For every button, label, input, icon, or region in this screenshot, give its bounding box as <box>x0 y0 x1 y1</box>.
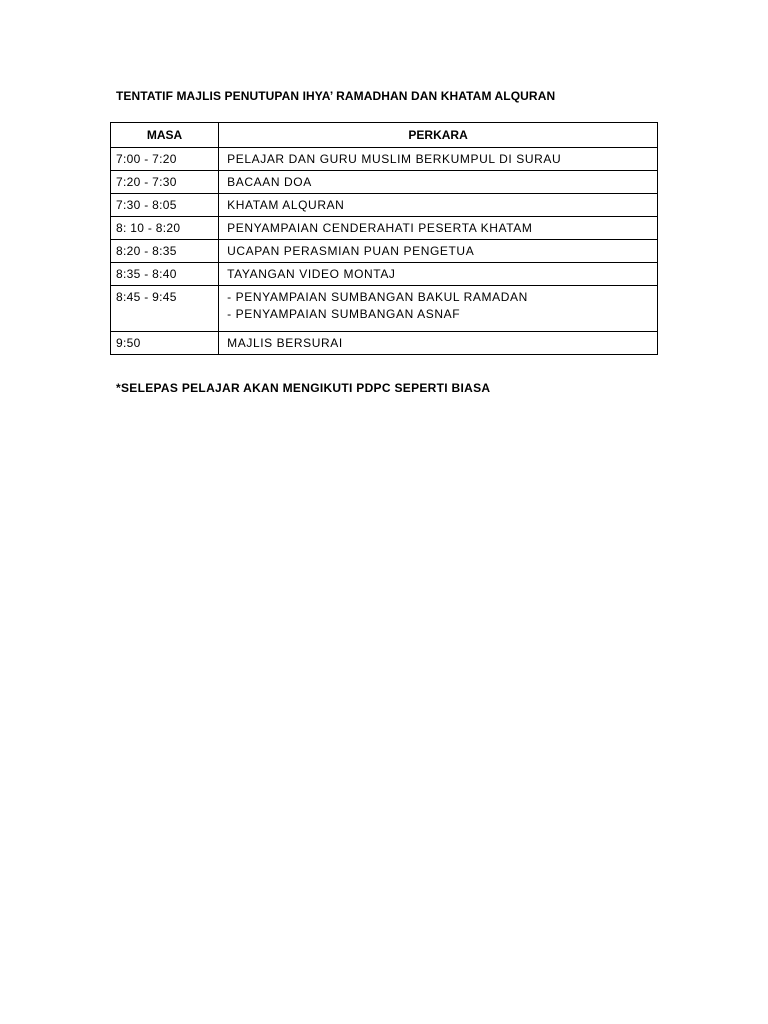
schedule-body <box>111 148 658 355</box>
time-cell: 7:20 - 7:30 <box>111 171 219 194</box>
document-title: TENTATIF MAJLIS PENUTUPAN IHYA’ RAMADHAN DAN KHATAM ALQURAN <box>116 89 556 103</box>
schedule-table <box>110 122 658 355</box>
time-cell: 7:30 - 8:05 <box>111 194 219 217</box>
table-row <box>111 194 658 217</box>
time-cell: 8:45 - 9:45 <box>111 286 219 332</box>
footnote: *SELEPAS PELAJAR AKAN MENGIKUTI PDPC SEPERTI BIASA <box>116 381 491 395</box>
item-cell <box>219 171 658 194</box>
item-text: UCAPAN PERASMIAN PUAN PENGETUA <box>227 244 475 258</box>
item-cell <box>219 148 658 171</box>
item-text: PELAJAR DAN GURU MUSLIM BERKUMPUL DI SURAU <box>227 152 562 166</box>
item-cell <box>219 240 658 263</box>
item-text: MAJLIS BERSURAI <box>227 336 343 350</box>
item-text: - PENYAMPAIAN SUMBANGAN BAKUL RAMADAN <box>227 290 528 304</box>
time-cell: 7:00 - 7:20 <box>111 148 219 171</box>
time-cell: 8:35 - 8:40 <box>111 263 219 286</box>
item-text: TAYANGAN VIDEO MONTAJ <box>227 267 396 281</box>
table-row <box>111 332 658 355</box>
table-row <box>111 286 658 332</box>
time-cell: 8:20 - 8:35 <box>111 240 219 263</box>
table-header-row <box>111 123 658 148</box>
table-row <box>111 148 658 171</box>
table-row <box>111 171 658 194</box>
item-cell <box>219 263 658 286</box>
header-perkara: PERKARA <box>219 123 658 148</box>
table-row <box>111 263 658 286</box>
header-masa: MASA <box>111 123 219 148</box>
item-text: - PENYAMPAIAN SUMBANGAN ASNAF <box>227 307 461 321</box>
item-cell <box>219 332 658 355</box>
item-cell <box>219 194 658 217</box>
item-text: BACAAN DOA <box>227 175 312 189</box>
table-row <box>111 240 658 263</box>
time-cell: 8: 10 - 8:20 <box>111 217 219 240</box>
item-cell <box>219 217 658 240</box>
time-cell: 9:50 <box>111 332 219 355</box>
item-text: PENYAMPAIAN CENDERAHATI PESERTA KHATAM <box>227 221 533 235</box>
item-text: KHATAM ALQURAN <box>227 198 345 212</box>
item-cell <box>219 286 658 332</box>
table-row <box>111 217 658 240</box>
